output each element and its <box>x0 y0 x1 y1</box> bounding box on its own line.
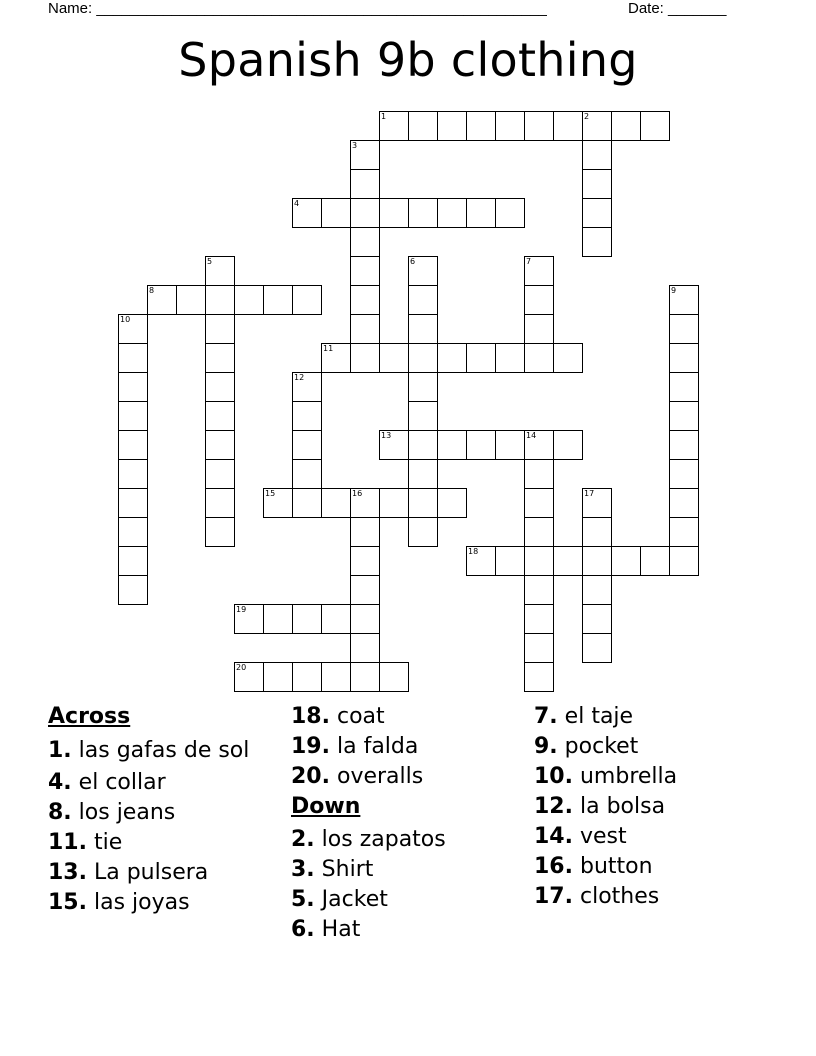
grid-cell[interactable] <box>205 459 235 489</box>
grid-cell[interactable] <box>292 430 322 460</box>
grid-cell[interactable] <box>524 285 554 315</box>
cell-number: 13 <box>381 431 392 440</box>
cell-number: 10 <box>120 315 131 324</box>
grid-cell[interactable] <box>669 430 699 460</box>
grid-cell[interactable] <box>263 662 293 692</box>
grid-cell[interactable] <box>524 111 554 141</box>
grid-cell[interactable] <box>350 488 380 518</box>
cell-number: 11 <box>323 344 334 353</box>
grid-cell[interactable] <box>263 488 293 518</box>
grid-cell[interactable] <box>524 575 554 605</box>
grid-cell[interactable] <box>350 575 380 605</box>
grid-cell[interactable] <box>669 517 699 547</box>
grid-cell[interactable] <box>524 314 554 344</box>
cell-number: 14 <box>526 431 537 440</box>
grid-cell[interactable] <box>495 546 525 576</box>
grid-cell[interactable] <box>408 343 438 373</box>
grid-cell[interactable] <box>524 488 554 518</box>
clue-across-13: 13. La pulsera <box>48 860 209 885</box>
cell-number: 4 <box>294 199 300 208</box>
grid-cell[interactable] <box>524 633 554 663</box>
grid-cell[interactable] <box>582 140 612 170</box>
clue-down-5: 5. Jacket <box>291 887 388 912</box>
clue-down-6: 6. Hat <box>291 917 361 942</box>
grid-cell[interactable] <box>176 285 206 315</box>
clue-across-8: 8. los jeans <box>48 800 176 825</box>
grid-cell[interactable] <box>669 546 699 576</box>
clue-down-9: 9. pocket <box>534 734 639 759</box>
grid-cell[interactable] <box>263 285 293 315</box>
grid-cell[interactable] <box>582 604 612 634</box>
grid-cell[interactable] <box>437 488 467 518</box>
clue-across-11: 11. tie <box>48 830 123 855</box>
grid-cell[interactable] <box>350 517 380 547</box>
grid-cell[interactable] <box>524 604 554 634</box>
clue-across-15: 15. las joyas <box>48 890 190 915</box>
grid-cell[interactable] <box>582 111 612 141</box>
grid-cell[interactable] <box>292 488 322 518</box>
grid-cell[interactable] <box>437 343 467 373</box>
grid-cell[interactable] <box>379 430 409 460</box>
clue-column-2 <box>291 702 526 945</box>
clue-column-1 <box>48 702 280 918</box>
grid-cell[interactable] <box>582 575 612 605</box>
grid-cell[interactable] <box>350 140 380 170</box>
grid-cell[interactable] <box>582 169 612 199</box>
grid-cell[interactable] <box>495 343 525 373</box>
grid-cell[interactable] <box>350 285 380 315</box>
grid-cell[interactable] <box>350 343 380 373</box>
grid-cell[interactable] <box>495 198 525 228</box>
grid-cell[interactable] <box>466 111 496 141</box>
grid-cell[interactable] <box>582 546 612 576</box>
grid-cell[interactable] <box>205 372 235 402</box>
grid-cell[interactable] <box>582 488 612 518</box>
grid-cell[interactable] <box>582 633 612 663</box>
grid-cell[interactable] <box>408 198 438 228</box>
grid-cell[interactable] <box>524 343 554 373</box>
clue-down-14: 14. vest <box>534 824 627 849</box>
grid-cell[interactable] <box>205 430 235 460</box>
grid-cell[interactable] <box>292 662 322 692</box>
grid-cell[interactable] <box>669 401 699 431</box>
grid-cell[interactable] <box>118 401 148 431</box>
grid-cell[interactable] <box>379 198 409 228</box>
grid-cell[interactable] <box>408 285 438 315</box>
grid-cell[interactable] <box>611 546 641 576</box>
grid-cell[interactable] <box>466 546 496 576</box>
cell-number: 18 <box>468 547 479 556</box>
grid-cell[interactable] <box>118 575 148 605</box>
cell-number: 5 <box>207 257 213 266</box>
grid-cell[interactable] <box>408 488 438 518</box>
grid-cell[interactable] <box>524 517 554 547</box>
clue-across-1: 1. las gafas de sol <box>48 738 250 763</box>
grid-cell[interactable] <box>408 401 438 431</box>
grid-cell[interactable] <box>350 662 380 692</box>
grid-cell[interactable] <box>205 285 235 315</box>
grid-cell[interactable] <box>118 430 148 460</box>
grid-cell[interactable] <box>408 517 438 547</box>
grid-cell[interactable] <box>292 459 322 489</box>
clue-down-16: 16. button <box>534 854 653 879</box>
cell-number: 7 <box>526 257 532 266</box>
grid-cell[interactable] <box>350 546 380 576</box>
grid-cell[interactable] <box>321 662 351 692</box>
cell-number: 15 <box>265 489 276 498</box>
grid-cell[interactable] <box>437 430 467 460</box>
grid-cell[interactable] <box>669 343 699 373</box>
grid-cell[interactable] <box>495 430 525 460</box>
cell-number: 1 <box>381 112 387 121</box>
grid-cell[interactable] <box>408 372 438 402</box>
grid-cell[interactable] <box>524 546 554 576</box>
grid-cell[interactable] <box>234 662 264 692</box>
cell-number: 17 <box>584 489 595 498</box>
puzzle-title: Spanish 9b clothing <box>178 33 638 87</box>
grid-cell[interactable] <box>205 517 235 547</box>
grid-cell[interactable] <box>205 343 235 373</box>
grid-cell[interactable] <box>205 314 235 344</box>
grid-cell[interactable] <box>466 343 496 373</box>
grid-cell[interactable] <box>263 604 293 634</box>
grid-cell[interactable] <box>553 546 583 576</box>
grid-cell[interactable] <box>205 401 235 431</box>
grid-cell[interactable] <box>408 256 438 286</box>
grid-cell[interactable] <box>147 285 177 315</box>
grid-cell[interactable] <box>118 314 148 344</box>
grid-cell[interactable] <box>118 517 148 547</box>
grid-cell[interactable] <box>292 285 322 315</box>
grid-cell[interactable] <box>118 546 148 576</box>
grid-cell[interactable] <box>350 314 380 344</box>
clue-down-12: 12. la bolsa <box>534 794 666 819</box>
grid-cell[interactable] <box>350 198 380 228</box>
cell-number: 19 <box>236 605 247 614</box>
grid-cell[interactable] <box>379 488 409 518</box>
grid-cell[interactable] <box>408 459 438 489</box>
grid-cell[interactable] <box>350 169 380 199</box>
grid-cell[interactable] <box>669 459 699 489</box>
grid-cell[interactable] <box>524 662 554 692</box>
grid-cell[interactable] <box>321 488 351 518</box>
cell-number: 16 <box>352 489 363 498</box>
grid-cell[interactable] <box>524 256 554 286</box>
clue-down-10: 10. umbrella <box>534 764 678 789</box>
grid-cell[interactable] <box>466 198 496 228</box>
grid-cell[interactable] <box>437 198 467 228</box>
down-heading: Down <box>291 794 361 819</box>
grid-cell[interactable] <box>118 488 148 518</box>
grid-cell[interactable] <box>669 372 699 402</box>
grid-cell[interactable] <box>524 459 554 489</box>
grid-cell[interactable] <box>669 488 699 518</box>
grid-cell[interactable] <box>205 256 235 286</box>
grid-cell[interactable] <box>292 401 322 431</box>
grid-cell[interactable] <box>118 343 148 373</box>
grid-cell[interactable] <box>350 227 380 257</box>
grid-cell[interactable] <box>437 111 467 141</box>
grid-cell[interactable] <box>292 198 322 228</box>
grid-cell[interactable] <box>234 604 264 634</box>
grid-cell[interactable] <box>408 430 438 460</box>
grid-cell[interactable] <box>118 372 148 402</box>
cell-number: 12 <box>294 373 305 382</box>
date-field-label[interactable]: Date: _______ <box>628 0 727 17</box>
clue-down-7: 7. el taje <box>534 704 634 729</box>
grid-cell[interactable] <box>553 343 583 373</box>
grid-cell[interactable] <box>379 343 409 373</box>
grid-cell[interactable] <box>321 604 351 634</box>
grid-cell[interactable] <box>379 111 409 141</box>
clue-down-2: 2. los zapatos <box>291 827 446 852</box>
name-field-label[interactable]: Name: ______________________________________________________ <box>48 0 547 17</box>
grid-cell[interactable] <box>118 459 148 489</box>
grid-cell[interactable] <box>582 517 612 547</box>
grid-cell[interactable] <box>234 285 264 315</box>
grid-cell[interactable] <box>553 430 583 460</box>
grid-cell[interactable] <box>669 314 699 344</box>
clue-across-18: 18. coat <box>291 704 385 729</box>
grid-cell[interactable] <box>321 198 351 228</box>
cell-number: 3 <box>352 141 358 150</box>
grid-cell[interactable] <box>205 488 235 518</box>
cell-number: 6 <box>410 257 416 266</box>
grid-cell[interactable] <box>408 111 438 141</box>
grid-cell[interactable] <box>669 285 699 315</box>
grid-cell[interactable] <box>350 604 380 634</box>
cell-number: 8 <box>149 286 155 295</box>
clue-down-3: 3. Shirt <box>291 857 374 882</box>
clue-across-19: 19. la falda <box>291 734 419 759</box>
grid-cell[interactable] <box>292 372 322 402</box>
grid-cell[interactable] <box>495 111 525 141</box>
grid-cell[interactable] <box>524 430 554 460</box>
clue-across-4: 4. el collar <box>48 770 166 795</box>
grid-cell[interactable] <box>350 633 380 663</box>
cell-number: 2 <box>584 112 590 121</box>
clue-down-17: 17. clothes <box>534 884 660 909</box>
grid-cell[interactable] <box>582 227 612 257</box>
cell-number: 9 <box>671 286 677 295</box>
grid-cell[interactable] <box>640 546 670 576</box>
grid-cell[interactable] <box>292 604 322 634</box>
clue-across-20: 20. overalls <box>291 764 424 789</box>
grid-cell[interactable] <box>611 111 641 141</box>
grid-cell[interactable] <box>408 314 438 344</box>
clue-column-3 <box>534 702 774 912</box>
grid-cell[interactable] <box>582 198 612 228</box>
grid-cell[interactable] <box>321 343 351 373</box>
cell-number: 20 <box>236 663 247 672</box>
grid-cell[interactable] <box>379 662 409 692</box>
grid-cell[interactable] <box>553 111 583 141</box>
across-heading: Across <box>48 704 131 729</box>
grid-cell[interactable] <box>466 430 496 460</box>
grid-cell[interactable] <box>350 256 380 286</box>
grid-cell[interactable] <box>640 111 670 141</box>
